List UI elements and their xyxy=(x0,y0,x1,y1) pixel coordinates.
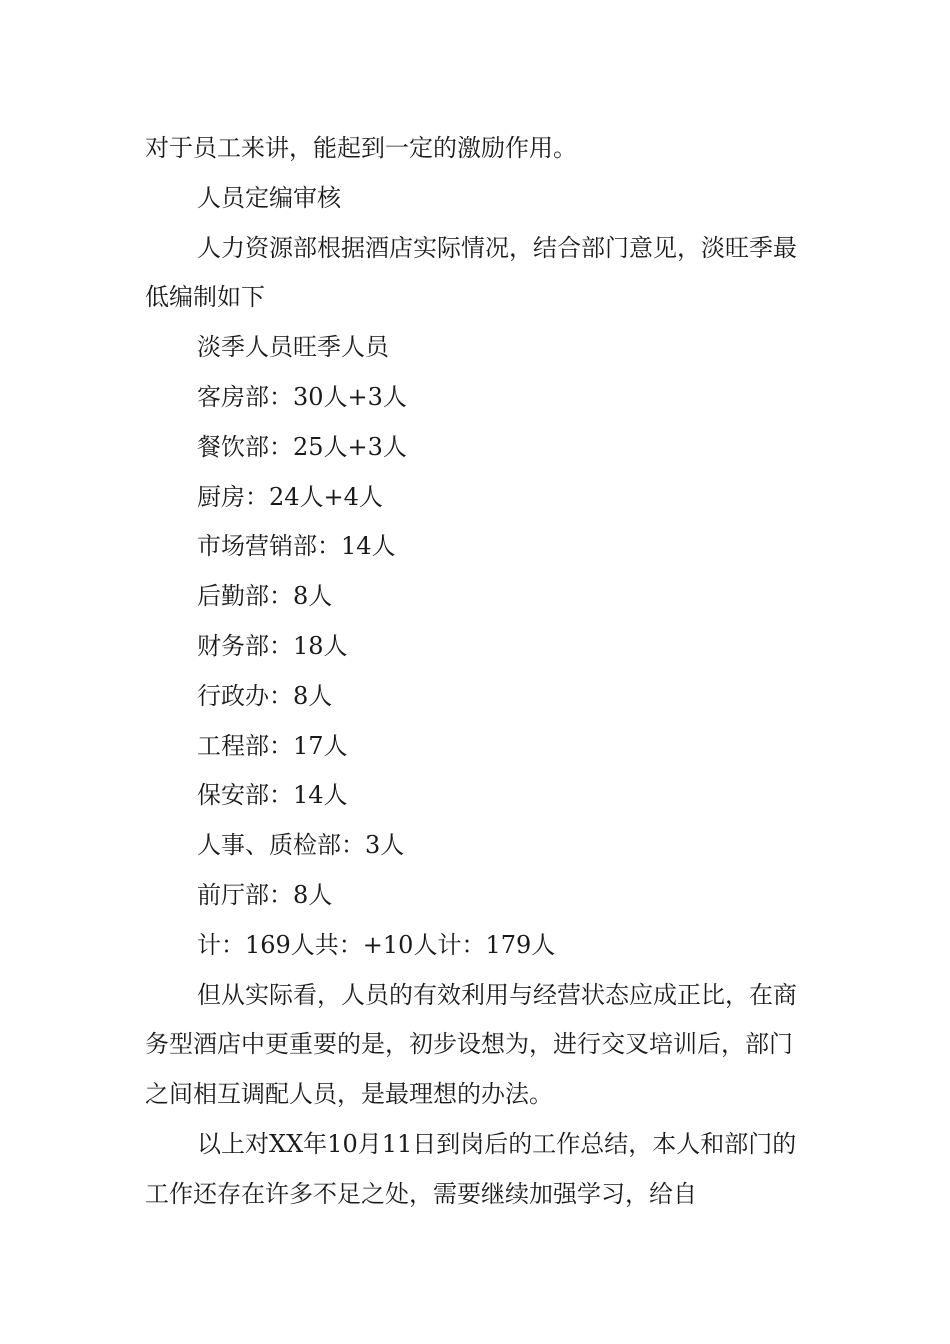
staffing-item-security: 保安部：14人 xyxy=(197,781,348,810)
staffing-item-engineering: 工程部：17人 xyxy=(197,731,348,760)
paragraph-summary: 以上对XX年10月11日到岗后的工作总结，本人和部门的工作还存在许多不足之处，需要继续加强学习，给自 xyxy=(145,1129,797,1208)
staffing-list-header: 淡季人员旺季人员 xyxy=(197,333,389,362)
staffing-item-housekeeping: 客房部：30人+3人 xyxy=(197,382,407,411)
paragraph-analysis: 但从实际看，人员的有效利用与经营状态应成正比，在商务型酒店中更重要的是，初步设想为，进行交叉培训后，部门之间相互调配人员，是最理想的办法。 xyxy=(145,980,797,1109)
staffing-item-food-beverage: 餐饮部：25人+3人 xyxy=(197,432,407,461)
section-heading-staffing-review: 人员定编审核 xyxy=(197,183,341,212)
staffing-item-finance: 财务部：18人 xyxy=(197,631,348,660)
staffing-item-logistics: 后勤部：8人 xyxy=(197,582,333,611)
staffing-item-hr-qc: 人事、质检部：3人 xyxy=(197,831,405,860)
staffing-item-marketing: 市场营销部：14人 xyxy=(197,532,396,561)
staffing-item-front-office: 前厅部：8人 xyxy=(197,880,333,909)
staffing-item-kitchen: 厨房：24人+4人 xyxy=(197,482,383,511)
paragraph-continuation: 对于员工来讲，能起到一定的激励作用。 xyxy=(145,134,577,162)
paragraph-staffing-intro: 人力资源部根据酒店实际情况，结合部门意见，淡旺季最低编制如下 xyxy=(145,233,797,312)
document-body xyxy=(145,124,810,1220)
staffing-item-admin-office: 行政办：8人 xyxy=(197,681,333,710)
staffing-total: 计：169人共：+10人计：179人 xyxy=(197,930,556,959)
